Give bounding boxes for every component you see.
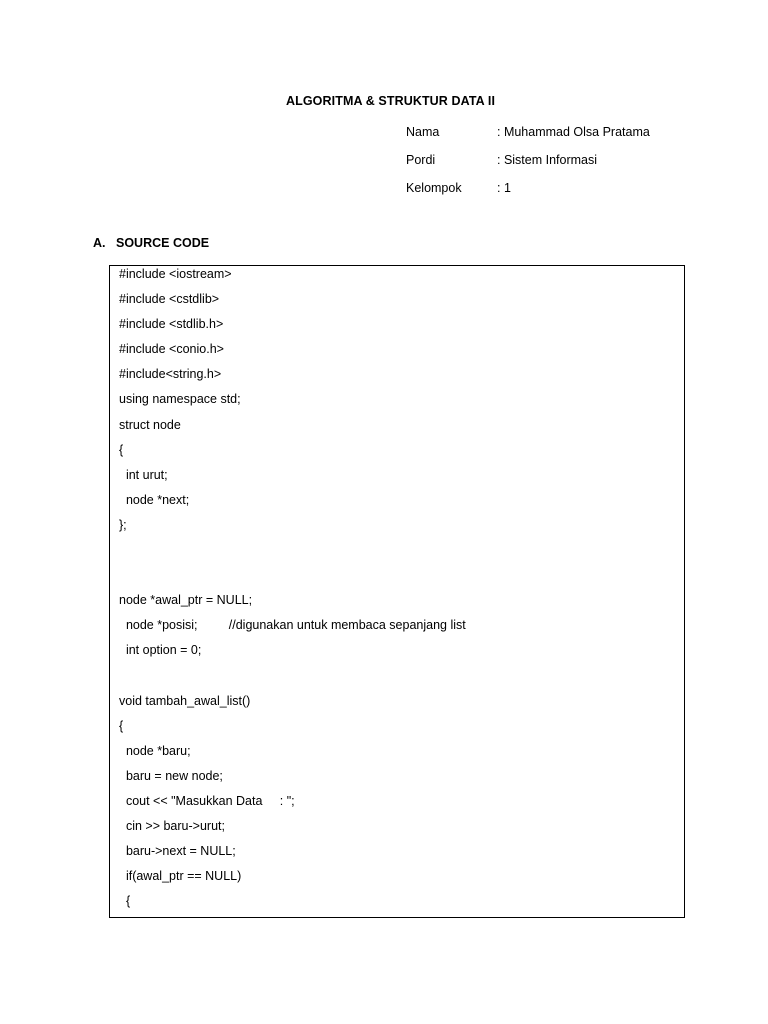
info-value: : 1 — [497, 181, 511, 195]
code-line — [119, 668, 466, 693]
code-line: struct node — [119, 417, 181, 432]
page-title: ALGORITMA & STRUKTUR DATA II — [286, 94, 496, 108]
code-line — [119, 567, 466, 592]
code-line: #include <iostream> — [119, 267, 232, 281]
code-line: { — [119, 894, 131, 909]
code-line: node *baru; — [119, 743, 191, 758]
code-line: { — [119, 718, 124, 733]
info-row-group — [406, 181, 650, 209]
code-line: node *next; — [119, 492, 190, 507]
section-title: SOURCE CODE — [116, 236, 210, 250]
code-line: #include<string.h> — [119, 367, 222, 382]
info-row-name — [406, 125, 650, 153]
code-line: using namespace std; — [119, 392, 241, 407]
info-label: Pordi — [406, 153, 436, 167]
section-heading — [93, 236, 209, 250]
code-line: node *awal_ptr = NULL; — [119, 593, 253, 608]
code-line: #include <conio.h> — [119, 342, 224, 357]
code-line: node *posisi; //digunakan untuk membaca sepanjang list — [119, 618, 466, 633]
info-label: Kelompok — [406, 181, 462, 195]
info-label: Nama — [406, 125, 440, 139]
code-lines — [119, 266, 466, 918]
code-line: baru = new node; — [119, 768, 223, 783]
code-line: }; — [119, 517, 127, 532]
info-value: : Sistem Informasi — [497, 153, 598, 167]
code-line: { — [119, 442, 124, 457]
code-line: cin >> baru->urut; — [119, 819, 225, 834]
code-line: void tambah_awal_list() — [119, 693, 251, 708]
code-line: #include <cstdlib> — [119, 292, 220, 307]
info-row-program — [406, 153, 650, 181]
section-letter: A. — [93, 236, 106, 250]
info-value: : Muhammad Olsa Pratama — [497, 125, 650, 139]
code-line: int urut; — [119, 467, 168, 482]
student-info — [406, 125, 650, 209]
code-box — [109, 265, 685, 918]
code-line: if(awal_ptr == NULL) — [119, 869, 242, 884]
code-line: cout << "Masukkan Data : "; — [119, 793, 295, 808]
code-line: baru->next = NULL; — [119, 844, 236, 859]
code-line: #include <stdlib.h> — [119, 317, 224, 332]
code-line: int option = 0; — [119, 643, 202, 658]
code-line — [119, 542, 466, 567]
